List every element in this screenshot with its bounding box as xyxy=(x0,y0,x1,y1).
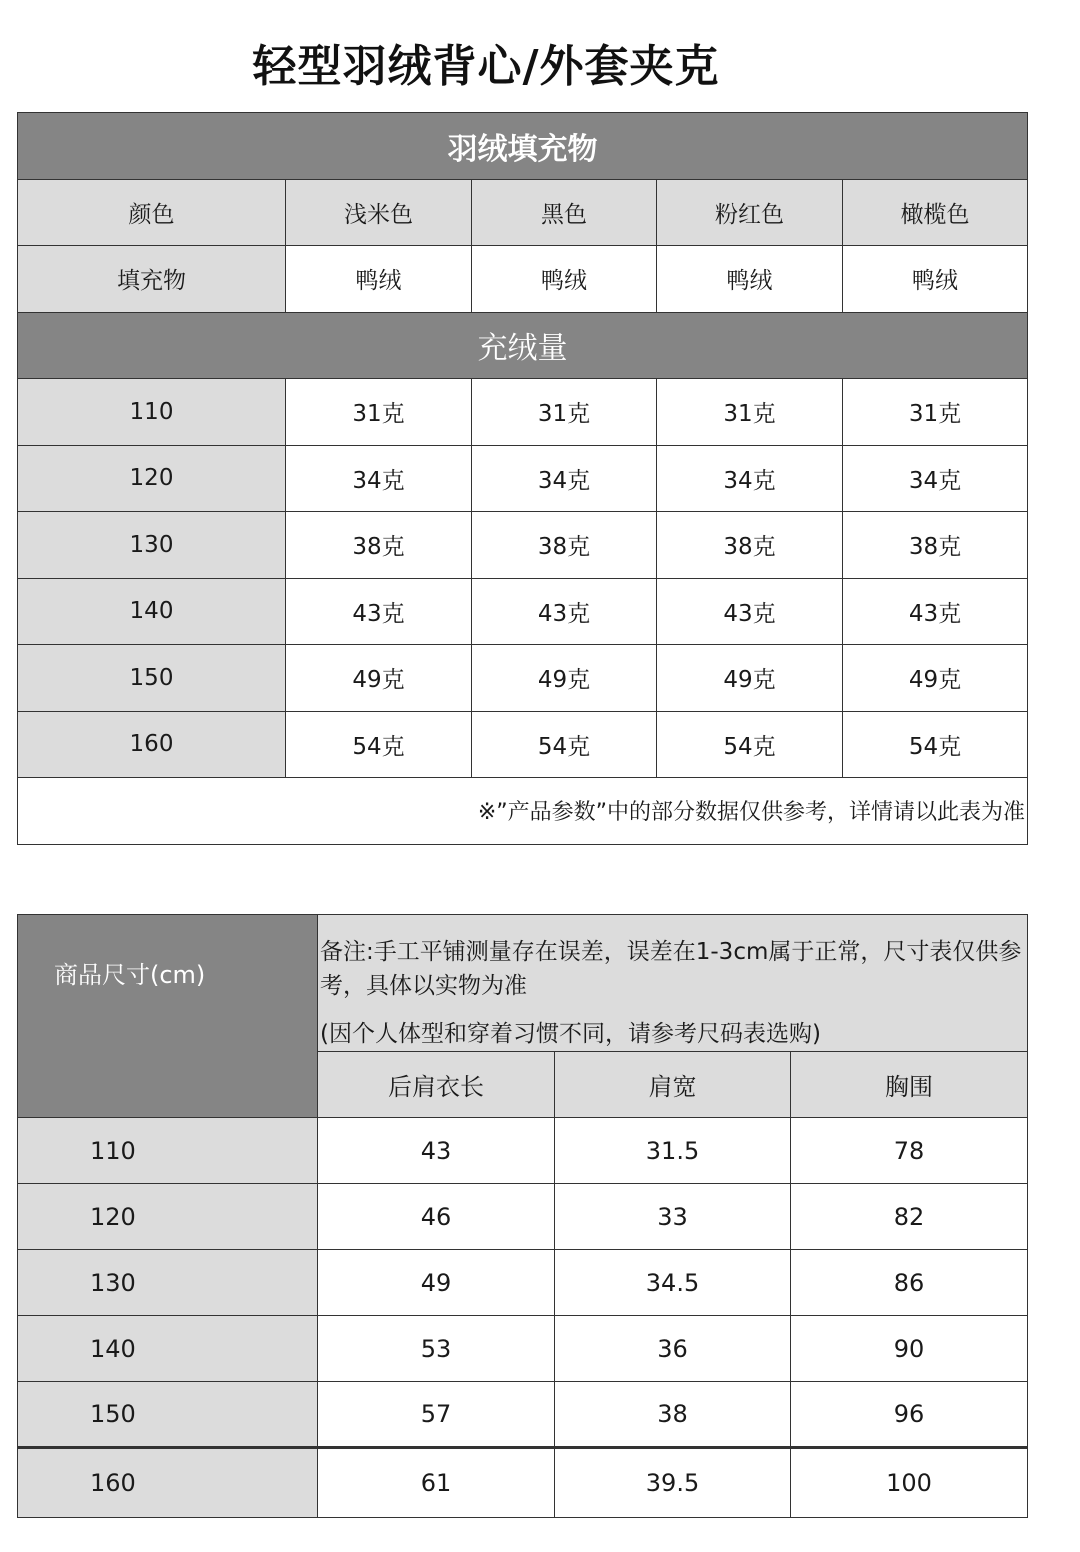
measure-cell: 43 xyxy=(318,1118,555,1184)
weight-cell: 54克 xyxy=(843,711,1028,778)
measure-cell: 82 xyxy=(791,1184,1028,1250)
weight-cell: 38克 xyxy=(843,512,1028,579)
weight-cell: 34克 xyxy=(843,445,1028,512)
size-cell: 140 xyxy=(18,1316,318,1382)
weight-cell: 31克 xyxy=(657,379,843,446)
column-header: 后肩衣长 xyxy=(318,1052,555,1118)
weight-cell: 54克 xyxy=(286,711,472,778)
table-row xyxy=(18,1250,1028,1316)
weight-cell: 49克 xyxy=(472,645,657,712)
measure-cell: 33 xyxy=(555,1184,791,1250)
size-cell: 150 xyxy=(18,1382,318,1448)
weight-cell: 43克 xyxy=(843,578,1028,645)
measure-cell: 49 xyxy=(318,1250,555,1316)
measure-cell: 96 xyxy=(791,1382,1028,1448)
weight-cell: 38克 xyxy=(472,512,657,579)
measure-cell: 36 xyxy=(555,1316,791,1382)
table-row xyxy=(18,512,1028,579)
weight-cell: 43克 xyxy=(472,578,657,645)
table-row xyxy=(18,1118,1028,1184)
color-label: 颜色 xyxy=(18,179,286,246)
weight-cell: 34克 xyxy=(286,445,472,512)
measure-cell: 46 xyxy=(318,1184,555,1250)
size-cell: 130 xyxy=(18,1250,318,1316)
weight-cell: 43克 xyxy=(286,578,472,645)
weight-cell: 31克 xyxy=(843,379,1028,446)
size-cell: 140 xyxy=(18,578,286,645)
table-row xyxy=(18,445,1028,512)
size-cell: 160 xyxy=(18,711,286,778)
measure-cell: 31.5 xyxy=(555,1118,791,1184)
table-row xyxy=(18,1184,1028,1250)
filling-label: 填充物 xyxy=(18,246,286,313)
down-fill-table xyxy=(17,112,1028,845)
filling-cell: 鸭绒 xyxy=(286,246,472,313)
weight-cell: 34克 xyxy=(472,445,657,512)
measure-cell: 90 xyxy=(791,1316,1028,1382)
table-row xyxy=(18,1316,1028,1382)
color-row xyxy=(18,179,1028,246)
measure-cell: 78 xyxy=(791,1118,1028,1184)
remark-line-1: 备注:手工平铺测量存在误差，误差在1-3cm属于正常，尺寸表仅供参考，具体以实物为准 xyxy=(320,939,1022,999)
weight-cell: 38克 xyxy=(657,512,843,579)
weight-cell: 43克 xyxy=(657,578,843,645)
color-cell: 浅米色 xyxy=(286,179,472,246)
size-cell: 120 xyxy=(18,445,286,512)
filling-cell: 鸭绒 xyxy=(843,246,1028,313)
color-cell: 粉红色 xyxy=(657,179,843,246)
filling-cell: 鸭绒 xyxy=(657,246,843,313)
weight-cell: 54克 xyxy=(472,711,657,778)
remark-line-2: (因个人体型和穿着习惯不同，请参考尺码表选购) xyxy=(320,1021,821,1047)
filling-cell: 鸭绒 xyxy=(472,246,657,313)
size-cell: 150 xyxy=(18,645,286,712)
column-header: 肩宽 xyxy=(555,1052,791,1118)
color-cell: 橄榄色 xyxy=(843,179,1028,246)
table-row xyxy=(18,711,1028,778)
weight-cell: 54克 xyxy=(657,711,843,778)
filling-row xyxy=(18,246,1028,313)
color-cell: 黑色 xyxy=(472,179,657,246)
size-chart-table xyxy=(17,914,1028,1518)
table-row xyxy=(18,1382,1028,1448)
measure-cell: 53 xyxy=(318,1316,555,1382)
weight-cell: 31克 xyxy=(286,379,472,446)
section-title-fill-weight: 充绒量 xyxy=(18,312,1028,379)
size-header-label: 商品尺寸(cm) xyxy=(18,915,318,1118)
size-cell: 160 xyxy=(18,1448,318,1518)
measurement-remark xyxy=(318,915,1028,1052)
measure-cell: 100 xyxy=(791,1448,1028,1518)
weight-cell: 34克 xyxy=(657,445,843,512)
measure-cell: 57 xyxy=(318,1382,555,1448)
size-cell: 110 xyxy=(18,1118,318,1184)
column-header: 胸围 xyxy=(791,1052,1028,1118)
size-cell: 110 xyxy=(18,379,286,446)
measure-cell: 34.5 xyxy=(555,1250,791,1316)
table-row xyxy=(18,645,1028,712)
size-cell: 120 xyxy=(18,1184,318,1250)
table-row xyxy=(18,379,1028,446)
weight-cell: 38克 xyxy=(286,512,472,579)
size-cell: 130 xyxy=(18,512,286,579)
table-row xyxy=(18,578,1028,645)
weight-cell: 49克 xyxy=(286,645,472,712)
page-title: 轻型羽绒背心/外套夹克 xyxy=(252,41,720,92)
weight-cell: 31克 xyxy=(472,379,657,446)
weight-cell: 49克 xyxy=(657,645,843,712)
measure-cell: 86 xyxy=(791,1250,1028,1316)
weight-cell: 49克 xyxy=(843,645,1028,712)
disclaimer-note: ※”产品参数”中的部分数据仅供参考，详情请以此表为准 xyxy=(18,778,1028,845)
table-row xyxy=(18,1448,1028,1518)
measure-cell: 39.5 xyxy=(555,1448,791,1518)
measure-cell: 38 xyxy=(555,1382,791,1448)
section-title-fill-material: 羽绒填充物 xyxy=(18,113,1028,180)
measure-cell: 61 xyxy=(318,1448,555,1518)
